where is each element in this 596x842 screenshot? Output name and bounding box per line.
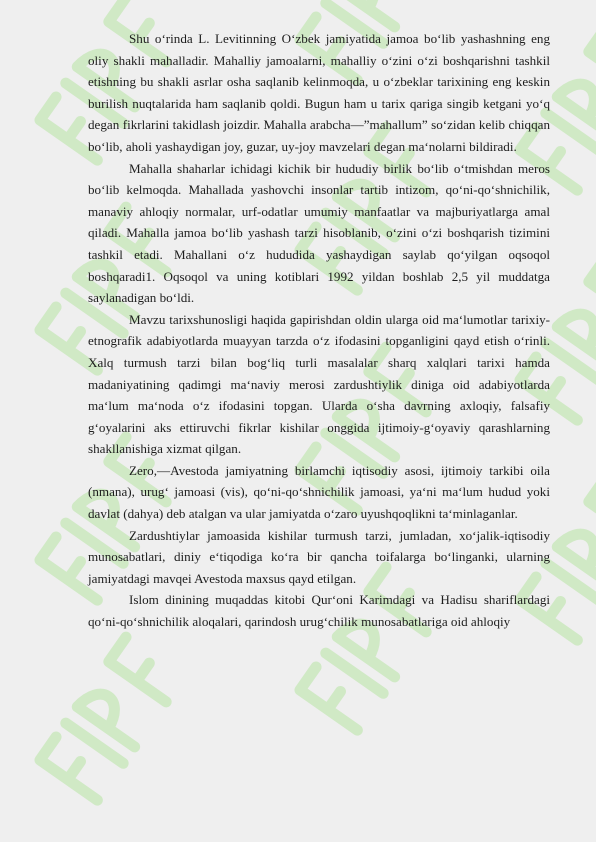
watermark-stroke [589,477,596,542]
watermark-stroke [337,0,409,27]
watermark-stroke [77,685,149,747]
paragraph-3: Mavzu tarixshunosligi haqida gapirishdan oldin ularga oid ma‘lumotlar tarixiy-etnografik adabiyotlarda muayyan tarzda o‘z ifodasini topganligini qayd etish o‘rinli. Xalq turmush tarzi bilan bog‘liq turli masalalar sharq xalqlari tarixi hamda madaniyatining qadimgi ma‘naviy merosi zardushtiylik diniga oid adabiyotlarda ma‘lum ma‘noda o‘z ifodasini topgan. Ularda o‘sha davrning axloqiy, falsafiy g‘oyalarini aks ettiruvchi fikrlar kishilar onggida ijtimoiy-g‘oyaviy qarashlarning shakllanishiga xizmat qilgan. [88,311,550,457]
watermark-stroke [300,667,373,730]
watermark-stroke [546,113,596,153]
watermark-mark [40,637,183,800]
watermark-stroke [546,343,596,383]
watermark-stroke [557,305,596,367]
watermark-stroke [557,525,596,587]
watermark-stroke [40,737,113,800]
paragraph-1: Shu o‘rinda L. Levitinning O‘zbek jamiyatida jamoa bo‘lib yashashning eng oliy shakli mahalladir. Mahalliy jamoalarni, mahalliy o‘zini o‘zi boshqarishni tashkil etishning bu shakli asrlar osha saqlanib kelinmoqda, u o‘zbeklar tarixining eng keskin burilish nuqtalarida ham saqlanib qoldi. Bugun ham u tarix qariga singib ketgani yo‘q degan fikrlarini takidlash joizdir. Mahalla arabcha—”mahallum” so‘zidan kelib chiqqan bo‘lib, aholi yashaydigan joy, guzar, uy-joy mavzelari degan ma‘nolarni bildiradi. [88,31,550,154]
watermark-stroke [589,27,596,92]
paragraph-5: Zardushtiylar jamoasida kishilar turmush tarzi, jumladan, xo‘jalik-iqtisodiy munosabatlari, diniy e‘tiqodiga ko‘ra bir qancha toifalarga bo‘linganki, ularning jamiyatdagi mavqei Avestoda maxsus qayd etilgan. [88,527,550,586]
watermark-stroke [546,563,596,603]
paragraph-6: Islom dinining muqaddas kitobi Qur‘oni Karimdagi va Hadisu shariflardagi qo‘ni-qo‘shnichilik aloqalari, qarindosh urug‘chilik munosabatlariga oid ahloqiy [88,592,550,630]
watermark-stroke [326,653,383,693]
watermark-stroke [66,723,123,763]
watermark-stroke [589,257,596,322]
watermark-stroke [109,637,184,702]
watermark-stroke [557,75,596,137]
paragraph-2: Mahalla shaharlar ichidagi kichik bir hududiy birlik bo‘lib o‘tmishdan meros bo‘lib kelmoqda. Mahallada yashovchi insonlar tartib intizom, qo‘ni-qo‘shnichilik, manaviy ahloqiy normalar, urf-odatlar umumiy manfaatlar va majburiyatlarga amal qiladi. Mahalla jamoa bo‘lib yashash tarzi hisoblanib, o‘zini o‘zi boshqarish tizimini tashkil etadi. Mahallani o‘z hududida yashaydigan saylab qo‘yilgan oqsoqol boshqaradi1. Oqsoqol va uning kotiblari 1992 yildan boshlab 2,5 yil muddatga saylanadigan bo‘ldi. [88,160,550,306]
paragraph-4: Zero,―Avestoda jamiyatning birlamchi iqtisodiy asosi, ijtimoiy tarkibi oila (nmana), urug‘ jamoasi (vis), qo‘ni-qo‘shnichilik jamoasi, ya‘ni ma‘lum hudud yoki davlat (dahya) deb atalgan va ular jamiyatda o‘zaro uyushqoqlikni ta‘minlaganlar. [88,462,550,522]
body-text [88,28,550,633]
